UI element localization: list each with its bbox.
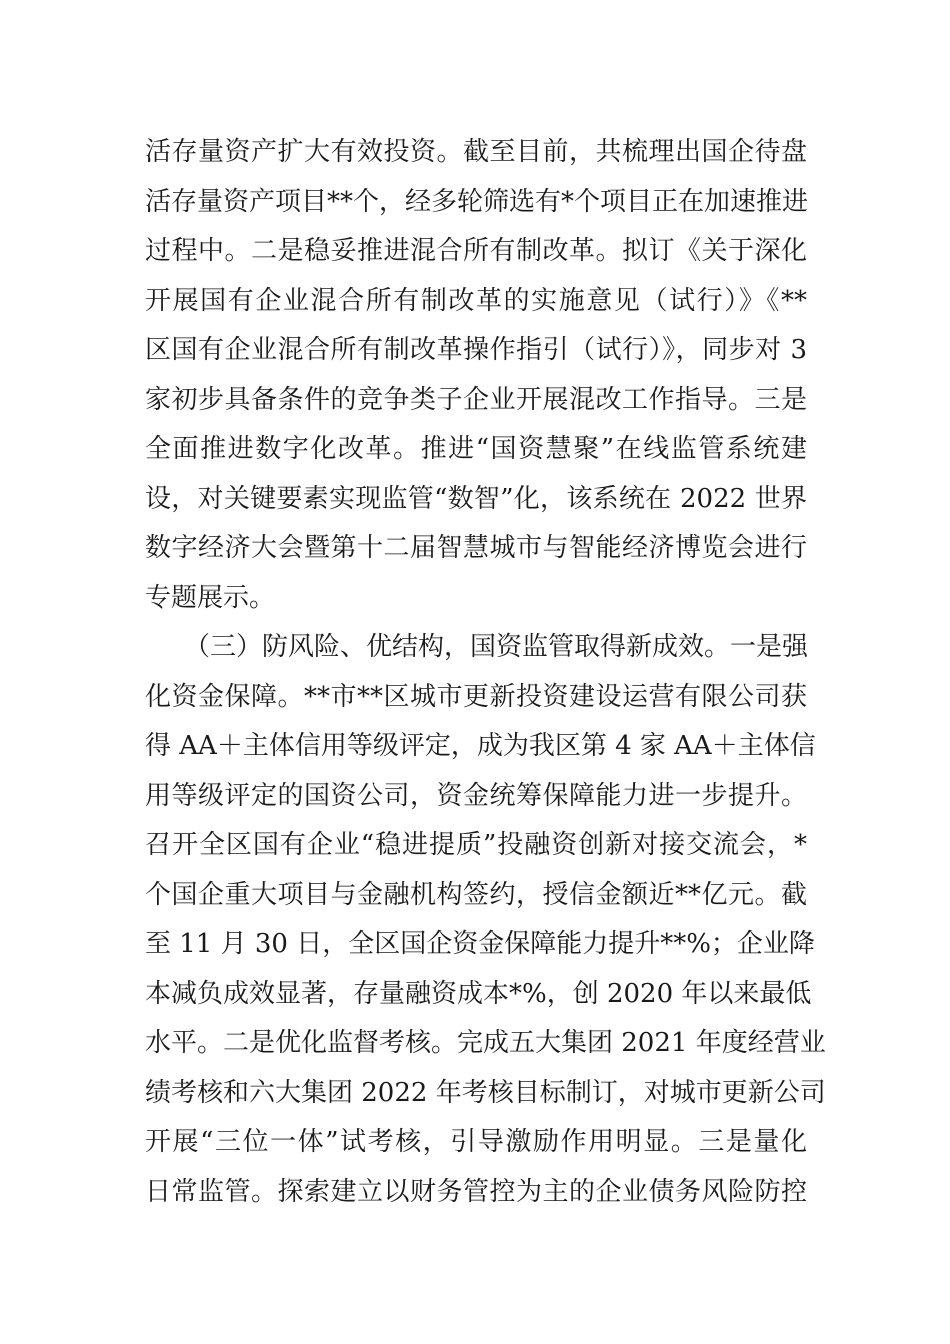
text-line: 开展国有企业混合所有制改革的实施意见（试行）》《** xyxy=(145,285,807,316)
document-body xyxy=(145,128,826,1217)
text-line: 个国企重大项目与金融机构签约，授信金额近**亿元。截 xyxy=(145,879,807,910)
text-line: 至 11 月 30 日，全区国企资金保障能力提升**%；企业降 xyxy=(145,929,815,959)
text-line: 得 AA＋主体信用等级评定，成为我区第 4 家 AA＋主体信 xyxy=(145,731,816,761)
text-line: 区国有企业混合所有制改革操作指引（试行）》，同步对 3 xyxy=(145,335,807,365)
text-line-paragraph-start: （三）防风险、优结构，国资监管取得新成效。一是强 xyxy=(145,632,809,662)
text-line: 召开全区国有企业“稳进提质”投融资创新对接交流会，* xyxy=(145,830,807,860)
text-line-paragraph-end: 专题展示。 xyxy=(145,582,276,613)
text-line: 日常监管。探索建立以财务管控为主的企业债务风险防控 xyxy=(145,1176,807,1207)
text-line: 数字经济大会暨第十二届智慧城市与智能经济博览会进行 xyxy=(145,533,807,563)
text-line: 活存量资产扩大有效投资。截至目前，共梳理出国企待盘 xyxy=(145,137,807,167)
text-line: 全面推进数字化改革。推进“国资慧聚”在线监管系统建 xyxy=(145,434,807,464)
text-line: 用等级评定的国资公司，资金统筹保障能力进一步提升。 xyxy=(145,780,807,811)
text-line: 活存量资产项目**个，经多轮筛选有*个项目正在加速推进 xyxy=(145,186,809,217)
text-line: 开展“三位一体”试考核，引导激励作用明显。三是量化 xyxy=(145,1127,807,1157)
text-line: 设，对关键要素实现监管“数智”化，该系统在 2022 世界 xyxy=(145,483,807,514)
text-line: 过程中。二是稳妥推进混合所有制改革。拟订《关于深化 xyxy=(145,236,807,266)
text-line: 化资金保障。**市**区城市更新投资建设运营有限公司获 xyxy=(145,681,807,712)
text-line: 家初步具备条件的竞争类子企业开展混改工作指导。三是 xyxy=(145,384,807,415)
text-line: 本减负成效显著，存量融资成本*%，创 2020 年以来最低 xyxy=(145,978,812,1009)
text-line: 水平。二是优化监督考核。完成五大集团 2021 年度经营业 xyxy=(145,1028,826,1058)
text-line: 绩考核和六大集团 2022 年考核目标制订，对城市更新公司 xyxy=(145,1077,826,1108)
